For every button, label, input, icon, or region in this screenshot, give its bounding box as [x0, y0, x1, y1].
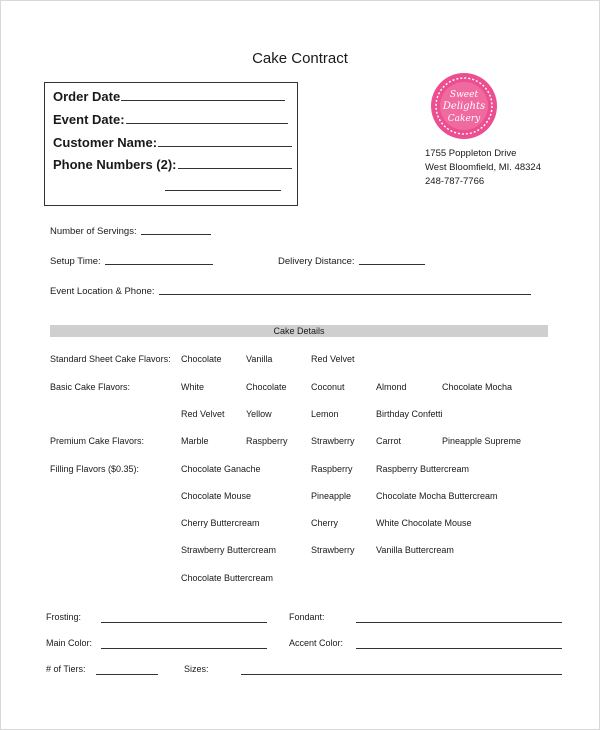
logo-text-sweet: Sweet — [449, 90, 479, 100]
filling-option[interactable]: Raspberry Buttercream — [376, 464, 470, 474]
page-title: Cake Contract — [252, 50, 348, 67]
flavor-option[interactable]: Chocolate Mocha — [442, 382, 513, 392]
standard-flavors-label: Standard Sheet Cake Flavors: — [50, 354, 171, 364]
flavor-option[interactable]: Vanilla — [246, 354, 273, 364]
phone-numbers-row — [53, 157, 292, 172]
accent-color-field[interactable] — [356, 648, 562, 649]
flavor-option[interactable]: Pineapple Supreme — [442, 436, 522, 446]
basic-flavors-label: Basic Cake Flavors: — [50, 382, 131, 392]
logo-text-cakery: Cakery — [447, 114, 481, 124]
order-date-label: Order Date — [53, 89, 121, 104]
logo-text-delights: Delights — [442, 101, 486, 112]
delivery-distance-row — [278, 256, 425, 267]
tiers-label: # of Tiers: — [46, 664, 86, 674]
filling-option[interactable]: Chocolate Mocha Buttercream — [376, 491, 498, 501]
order-date-row — [53, 89, 285, 104]
accent-color-label: Accent Color: — [289, 638, 344, 648]
address-city: West Bloomfield, MI. 48324 — [425, 162, 541, 173]
order-date-field[interactable] — [121, 99, 285, 101]
phone-numbers-label: Phone Numbers (2): — [53, 157, 177, 172]
filling-option[interactable]: Chocolate Buttercream — [181, 573, 274, 583]
flavor-option[interactable]: Chocolate — [181, 354, 222, 364]
servings-row — [50, 226, 211, 237]
servings-label: Number of Servings: — [50, 226, 137, 237]
filling-flavors-label: Filling Flavors ($0.35): — [50, 464, 140, 474]
flavor-option[interactable]: Red Velvet — [181, 409, 225, 419]
setup-time-label: Setup Time: — [50, 256, 101, 267]
flavor-option[interactable]: Yellow — [246, 409, 272, 419]
customer-name-label: Customer Name: — [53, 135, 158, 150]
tiers-field[interactable] — [96, 674, 158, 675]
filling-option[interactable]: Cherry — [311, 518, 339, 528]
flavor-option[interactable]: Lemon — [311, 409, 339, 419]
bakery-logo — [430, 72, 498, 140]
setup-time-row — [50, 256, 213, 267]
fondant-label: Fondant: — [289, 612, 325, 622]
filling-option[interactable]: Strawberry — [311, 545, 355, 555]
event-location-row — [50, 286, 531, 297]
flavor-option[interactable]: Raspberry — [246, 436, 288, 446]
bakery-logo-badge — [430, 72, 498, 140]
flavor-option[interactable]: White — [181, 382, 205, 392]
main-color-field[interactable] — [101, 648, 267, 649]
phone-number-1-field[interactable] — [178, 167, 292, 169]
flavor-option[interactable]: Chocolate — [246, 382, 287, 392]
customer-name-row — [53, 135, 292, 150]
flavor-option[interactable]: Birthday Confetti — [376, 409, 443, 419]
delivery-distance-field[interactable] — [359, 263, 425, 265]
main-color-label: Main Color: — [46, 638, 93, 648]
setup-time-field[interactable] — [105, 263, 213, 265]
frosting-label: Frosting: — [46, 612, 82, 622]
flavor-option[interactable]: Almond — [376, 382, 407, 392]
filling-option[interactable]: Strawberry Buttercream — [181, 545, 277, 555]
filling-option[interactable]: Chocolate Mouse — [181, 491, 252, 501]
cake-details-header: Cake Details — [50, 325, 548, 337]
flavor-option[interactable]: Coconut — [311, 382, 345, 392]
filling-option[interactable]: White Chocolate Mouse — [376, 518, 472, 528]
event-date-row — [53, 112, 288, 127]
servings-field[interactable] — [141, 233, 211, 235]
frosting-field[interactable] — [101, 622, 267, 623]
filling-option[interactable]: Pineapple — [311, 491, 352, 501]
filling-option[interactable]: Cherry Buttercream — [181, 518, 260, 528]
event-date-field[interactable] — [126, 122, 288, 124]
customer-info-box — [44, 82, 298, 206]
address-phone: 248-787-7766 — [425, 176, 485, 187]
premium-flavors-label: Premium Cake Flavors: — [50, 436, 145, 446]
delivery-distance-label: Delivery Distance: — [278, 256, 355, 267]
sizes-field[interactable] — [241, 674, 562, 675]
event-date-label: Event Date: — [53, 112, 125, 127]
filling-option[interactable]: Chocolate Ganache — [181, 464, 261, 474]
flavor-option[interactable]: Marble — [181, 436, 209, 446]
filling-option[interactable]: Raspberry — [311, 464, 353, 474]
flavor-option[interactable]: Red Velvet — [311, 354, 355, 364]
event-location-label: Event Location & Phone: — [50, 286, 155, 297]
address-street: 1755 Poppleton Drive — [425, 148, 517, 159]
filling-option[interactable]: Vanilla Buttercream — [376, 545, 454, 555]
customer-name-field[interactable] — [158, 145, 292, 147]
flavor-option[interactable]: Carrot — [376, 436, 402, 446]
event-location-field[interactable] — [159, 293, 531, 295]
fondant-field[interactable] — [356, 622, 562, 623]
phone-number-2-field[interactable] — [165, 190, 281, 191]
sizes-label: Sizes: — [184, 664, 209, 674]
flavor-option[interactable]: Strawberry — [311, 436, 355, 446]
